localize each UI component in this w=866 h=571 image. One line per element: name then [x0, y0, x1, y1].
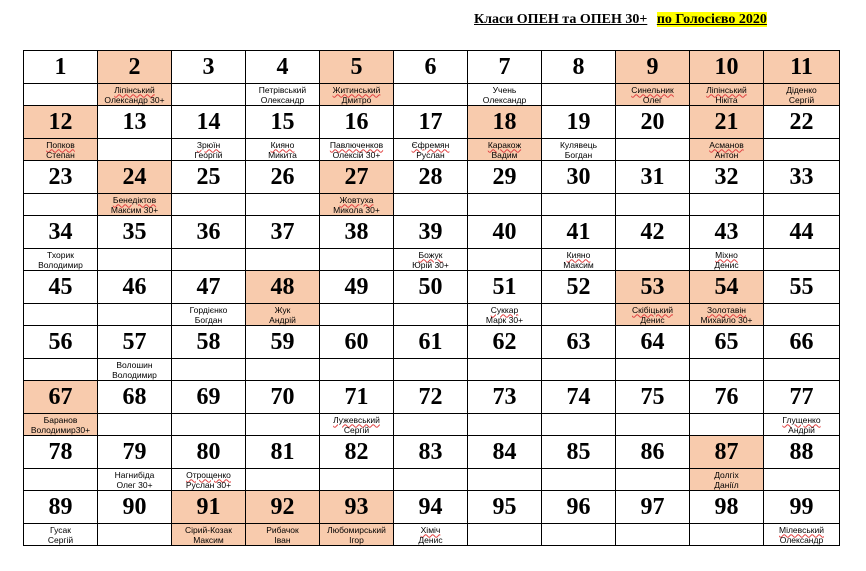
rider-surname: Гордієнко: [189, 304, 228, 315]
rider-surname: Кияно: [270, 139, 295, 150]
rider-name-cell: [98, 524, 172, 546]
rider-surname: Любомирський: [327, 524, 386, 535]
grid-name-row: [24, 469, 840, 491]
rider-surname: Павлюченков: [329, 139, 384, 150]
start-number: 10: [690, 51, 764, 84]
start-number: 58: [172, 326, 246, 359]
rider-name-cell: [172, 194, 246, 216]
grid-number-row: [24, 106, 840, 139]
rider-surname: Мілевський: [779, 524, 824, 535]
rider-name-cell: [542, 84, 616, 106]
start-number: 82: [320, 436, 394, 469]
rider-name-cell: [246, 249, 320, 271]
rider-name-cell: [320, 469, 394, 491]
rider-name-cell: [394, 194, 468, 216]
start-number: 37: [246, 216, 320, 249]
start-number: 56: [24, 326, 98, 359]
rider-name-cell: [616, 524, 690, 546]
rider-name-cell: [690, 249, 764, 271]
rider-name-cell: [172, 249, 246, 271]
rider-surname: Каракож: [487, 139, 522, 150]
grid-name-row: [24, 359, 840, 381]
rider-surname: Хіміч: [420, 524, 441, 535]
grid-name-row: [24, 194, 840, 216]
grid-number-row: [24, 326, 840, 359]
start-number: 38: [320, 216, 394, 249]
start-number: 76: [690, 381, 764, 414]
rider-firstname: Олег: [642, 94, 663, 105]
rider-name-cell: [468, 414, 542, 436]
rider-surname: Рибачок: [266, 524, 299, 535]
start-number: 77: [764, 381, 840, 414]
rider-name-cell: [468, 469, 542, 491]
start-number: 41: [542, 216, 616, 249]
start-number: 83: [394, 436, 468, 469]
rider-name-cell: [172, 469, 246, 491]
rider-name-cell: [542, 469, 616, 491]
rider-surname: Зрюїн: [196, 139, 221, 150]
start-number: 35: [98, 216, 172, 249]
rider-firstname: Ігор: [349, 534, 364, 545]
rider-name-cell: [690, 414, 764, 436]
rider-surname: Отрощенко: [186, 469, 231, 480]
rider-firstname: Дмитро: [341, 94, 372, 105]
rider-name-cell: [98, 414, 172, 436]
start-number: 69: [172, 381, 246, 414]
rider-surname: Ліпінський: [114, 84, 155, 95]
rider-surname: Суккар: [490, 304, 519, 315]
grid-name-row: [24, 304, 840, 326]
rider-name-cell: [468, 304, 542, 326]
rider-surname: Жовтуха: [339, 194, 374, 205]
rider-name-cell: [690, 84, 764, 106]
rider-name-cell: [246, 524, 320, 546]
rider-name-cell: [24, 84, 98, 106]
start-number: 71: [320, 381, 394, 414]
rider-name-cell: [98, 249, 172, 271]
grid-number-row: [24, 491, 840, 524]
rider-name-cell: [468, 359, 542, 381]
rider-surname: Міхно: [715, 249, 738, 260]
start-number: 24: [98, 161, 172, 194]
rider-firstname: Богдан: [564, 149, 593, 160]
start-number: 79: [98, 436, 172, 469]
rider-firstname: Сергій: [788, 94, 815, 105]
start-number: 43: [690, 216, 764, 249]
grid-name-row: [24, 84, 840, 106]
start-number: 13: [98, 106, 172, 139]
rider-firstname: Юрій 30+: [412, 259, 449, 270]
start-number: 20: [616, 106, 690, 139]
rider-name-cell: [542, 249, 616, 271]
start-number: 1: [24, 51, 98, 84]
rider-surname: Ліпінський: [706, 84, 747, 95]
rider-firstname: Георгій: [194, 149, 223, 160]
rider-name-cell: [690, 469, 764, 491]
rider-name-cell: [172, 304, 246, 326]
start-number: 6: [394, 51, 468, 84]
title-venue-year: по Голосієво 2020: [656, 12, 767, 27]
rider-name-cell: [616, 139, 690, 161]
start-number: 17: [394, 106, 468, 139]
rider-firstname: Марк 30+: [485, 314, 524, 325]
rider-name-cell: [320, 304, 394, 326]
start-number: 60: [320, 326, 394, 359]
start-number: 47: [172, 271, 246, 304]
rider-name-cell: [24, 524, 98, 546]
rider-firstname: Денис: [418, 534, 443, 545]
start-number: 40: [468, 216, 542, 249]
rider-firstname: Денис: [640, 314, 665, 325]
rider-firstname: Андрій: [788, 424, 815, 435]
rider-name-cell: [764, 194, 840, 216]
rider-name-cell: [172, 84, 246, 106]
grid-number-row: [24, 381, 840, 414]
start-number: 34: [24, 216, 98, 249]
rider-name-cell: [98, 194, 172, 216]
start-number: 22: [764, 106, 840, 139]
start-number: 50: [394, 271, 468, 304]
rider-name-cell: [764, 304, 840, 326]
rider-firstname: Іван: [274, 534, 291, 545]
start-number: 62: [468, 326, 542, 359]
rider-firstname: Олексій 30+: [332, 149, 381, 160]
rider-firstname: Олександр: [779, 534, 824, 545]
rider-surname: Синельник: [631, 84, 674, 95]
start-number: 18: [468, 106, 542, 139]
rider-surname: Єфремян: [411, 139, 450, 150]
rider-name-cell: [172, 524, 246, 546]
start-number: 72: [394, 381, 468, 414]
rider-name-cell: [468, 249, 542, 271]
rider-name-cell: [764, 359, 840, 381]
start-number: 81: [246, 436, 320, 469]
start-number: 63: [542, 326, 616, 359]
rider-name-cell: [616, 194, 690, 216]
rider-firstname: Богдан: [194, 314, 223, 325]
rider-name-cell: [320, 249, 394, 271]
rider-firstname: Максим: [193, 534, 224, 545]
rider-name-cell: [394, 359, 468, 381]
rider-surname: Петрівський: [258, 84, 307, 95]
rider-name-cell: [246, 359, 320, 381]
rider-firstname: Олег 30+: [116, 479, 153, 490]
start-number: 32: [690, 161, 764, 194]
rider-name-cell: [24, 139, 98, 161]
rider-firstname: Олександр 30+: [104, 94, 165, 105]
rider-surname: Попков: [46, 139, 75, 150]
start-number: 64: [616, 326, 690, 359]
rider-surname: Скібіцький: [631, 304, 673, 315]
rider-surname: Сірий-Козак: [184, 524, 232, 535]
rider-name-cell: [764, 469, 840, 491]
rider-surname: Учень: [492, 84, 517, 95]
rider-name-cell: [616, 414, 690, 436]
rider-firstname: Степан: [46, 149, 75, 160]
rider-name-cell: [246, 469, 320, 491]
rider-firstname: Нікіта: [715, 94, 738, 105]
start-number: 25: [172, 161, 246, 194]
rider-name-cell: [24, 469, 98, 491]
rider-name-cell: [246, 139, 320, 161]
rider-name-cell: [320, 524, 394, 546]
grid-number-row: [24, 271, 840, 304]
start-number: 91: [172, 491, 246, 524]
start-number: 36: [172, 216, 246, 249]
start-number: 99: [764, 491, 840, 524]
rider-name-cell: [468, 84, 542, 106]
rider-name-cell: [542, 524, 616, 546]
start-number: 74: [542, 381, 616, 414]
start-number: 78: [24, 436, 98, 469]
rider-name-cell: [172, 359, 246, 381]
start-number: 93: [320, 491, 394, 524]
start-number: 55: [764, 271, 840, 304]
start-number: 2: [98, 51, 172, 84]
start-number: 4: [246, 51, 320, 84]
start-number: 96: [542, 491, 616, 524]
start-number: 16: [320, 106, 394, 139]
rider-firstname: Сергій: [47, 534, 74, 545]
start-number: 14: [172, 106, 246, 139]
rider-surname: Жук: [274, 304, 291, 315]
start-number: 23: [24, 161, 98, 194]
start-number: 15: [246, 106, 320, 139]
rider-name-cell: [320, 84, 394, 106]
start-number-grid: [23, 50, 840, 546]
rider-firstname: Антон: [714, 149, 739, 160]
rider-surname: Лужевський: [333, 414, 380, 425]
rider-name-cell: [542, 359, 616, 381]
start-number: 66: [764, 326, 840, 359]
grid-name-row: [24, 139, 840, 161]
rider-name-cell: [690, 524, 764, 546]
rider-name-cell: [24, 359, 98, 381]
start-number: 68: [98, 381, 172, 414]
rider-name-cell: [616, 304, 690, 326]
start-number: 7: [468, 51, 542, 84]
start-number: 48: [246, 271, 320, 304]
rider-name-cell: [764, 524, 840, 546]
rider-name-cell: [394, 414, 468, 436]
grid-number-row: [24, 161, 840, 194]
rider-firstname: Олександр: [260, 94, 305, 105]
start-number: 90: [98, 491, 172, 524]
rider-name-cell: [172, 139, 246, 161]
rider-name-cell: [690, 359, 764, 381]
rider-surname: Нагнибіда: [114, 469, 155, 480]
start-number: 33: [764, 161, 840, 194]
page-title: [474, 12, 767, 28]
rider-surname: Божук: [418, 249, 443, 260]
start-number: 65: [690, 326, 764, 359]
rider-name-cell: [24, 194, 98, 216]
start-number: 30: [542, 161, 616, 194]
rider-firstname: Вадим: [491, 149, 518, 160]
rider-name-cell: [394, 84, 468, 106]
start-number: 67: [24, 381, 98, 414]
rider-name-cell: [394, 469, 468, 491]
start-number: 21: [690, 106, 764, 139]
start-number: 86: [616, 436, 690, 469]
start-number: 92: [246, 491, 320, 524]
rider-name-cell: [690, 194, 764, 216]
rider-name-cell: [98, 469, 172, 491]
start-number: 26: [246, 161, 320, 194]
start-number: 54: [690, 271, 764, 304]
rider-surname: Асманов: [709, 139, 744, 150]
rider-surname: Кияно: [566, 249, 591, 260]
rider-name-cell: [690, 304, 764, 326]
rider-surname: Баранов: [43, 414, 78, 425]
rider-name-cell: [542, 194, 616, 216]
start-number: 73: [468, 381, 542, 414]
start-number: 45: [24, 271, 98, 304]
start-number: 59: [246, 326, 320, 359]
rider-firstname: Володимир: [38, 259, 83, 270]
rider-firstname: Максим: [563, 259, 594, 270]
start-number: 57: [98, 326, 172, 359]
rider-name-cell: [764, 139, 840, 161]
start-number: 80: [172, 436, 246, 469]
start-number: 49: [320, 271, 394, 304]
rider-firstname: Михайло 30+: [700, 314, 753, 325]
rider-name-cell: [320, 139, 394, 161]
start-number: 95: [468, 491, 542, 524]
rider-firstname: Микола 30+: [333, 204, 380, 215]
start-number: 75: [616, 381, 690, 414]
start-number: 42: [616, 216, 690, 249]
rider-surname: Глущенко: [782, 414, 821, 425]
start-number: 12: [24, 106, 98, 139]
rider-surname: Долгіх: [714, 469, 739, 480]
rider-surname: Кулявець: [559, 139, 598, 150]
rider-firstname: Володимир: [112, 369, 157, 380]
rider-name-cell: [246, 84, 320, 106]
start-number: 44: [764, 216, 840, 249]
rider-name-cell: [394, 304, 468, 326]
start-number: 61: [394, 326, 468, 359]
rider-name-cell: [764, 249, 840, 271]
start-number: 31: [616, 161, 690, 194]
rider-surname: Тхорик: [47, 249, 74, 260]
start-number: 88: [764, 436, 840, 469]
rider-name-cell: [24, 249, 98, 271]
rider-firstname: Даніїл: [714, 479, 739, 490]
start-number: 89: [24, 491, 98, 524]
rider-surname: Діденко: [786, 84, 817, 95]
rider-name-cell: [764, 84, 840, 106]
rider-name-cell: [394, 249, 468, 271]
start-number: 85: [542, 436, 616, 469]
rider-name-cell: [764, 414, 840, 436]
rider-firstname: Олександр: [482, 94, 527, 105]
rider-name-cell: [246, 304, 320, 326]
rider-name-cell: [616, 84, 690, 106]
rider-firstname: Микита: [268, 149, 297, 160]
rider-name-cell: [542, 414, 616, 436]
rider-name-cell: [98, 84, 172, 106]
start-number: 84: [468, 436, 542, 469]
rider-name-cell: [542, 139, 616, 161]
rider-name-cell: [98, 359, 172, 381]
rider-name-cell: [98, 139, 172, 161]
rider-name-cell: [690, 139, 764, 161]
start-number: 28: [394, 161, 468, 194]
rider-firstname: Денис: [714, 259, 739, 270]
rider-firstname: Руслан 30+: [185, 479, 232, 490]
rider-name-cell: [172, 414, 246, 436]
grid-number-row: [24, 51, 840, 84]
rider-name-cell: [320, 359, 394, 381]
rider-name-cell: [616, 469, 690, 491]
start-number: 70: [246, 381, 320, 414]
rider-name-cell: [24, 304, 98, 326]
title-classes: Класи ОПЕН та ОПЕН 30+: [474, 12, 648, 27]
grid-number-row: [24, 436, 840, 469]
rider-surname: Бенедіктов: [112, 194, 157, 205]
grid-name-row: [24, 524, 840, 546]
grid-name-row: [24, 249, 840, 271]
rider-name-cell: [542, 304, 616, 326]
start-number: 46: [98, 271, 172, 304]
rider-name-cell: [616, 249, 690, 271]
start-number: 53: [616, 271, 690, 304]
rider-name-cell: [246, 194, 320, 216]
rider-firstname: Максим 30+: [110, 204, 159, 215]
rider-firstname: Володимир30+: [30, 424, 91, 435]
grid-name-row: [24, 414, 840, 436]
start-number: 39: [394, 216, 468, 249]
rider-name-cell: [468, 524, 542, 546]
rider-name-cell: [98, 304, 172, 326]
rider-name-cell: [468, 139, 542, 161]
start-number: 52: [542, 271, 616, 304]
start-number: 3: [172, 51, 246, 84]
start-number: 8: [542, 51, 616, 84]
start-number: 19: [542, 106, 616, 139]
rider-name-cell: [246, 414, 320, 436]
start-number: 87: [690, 436, 764, 469]
rider-name-cell: [320, 414, 394, 436]
rider-name-cell: [616, 359, 690, 381]
rider-firstname: Сергій: [343, 424, 370, 435]
rider-surname: Гусак: [50, 524, 71, 535]
rider-name-cell: [394, 139, 468, 161]
start-number: 97: [616, 491, 690, 524]
rider-name-cell: [468, 194, 542, 216]
start-number: 98: [690, 491, 764, 524]
start-number: 11: [764, 51, 840, 84]
start-number: 94: [394, 491, 468, 524]
rider-surname: Волошин: [116, 359, 153, 370]
rider-surname: Житинський: [332, 84, 381, 95]
rider-name-cell: [24, 414, 98, 436]
rider-name-cell: [394, 524, 468, 546]
start-number: 27: [320, 161, 394, 194]
rider-name-cell: [320, 194, 394, 216]
grid-number-row: [24, 216, 840, 249]
rider-surname: Золотавін: [707, 304, 746, 315]
start-number: 29: [468, 161, 542, 194]
start-number: 51: [468, 271, 542, 304]
start-number: 9: [616, 51, 690, 84]
rider-firstname: Андрій: [269, 314, 296, 325]
start-number: 5: [320, 51, 394, 84]
rider-firstname: Руслан: [416, 149, 445, 160]
